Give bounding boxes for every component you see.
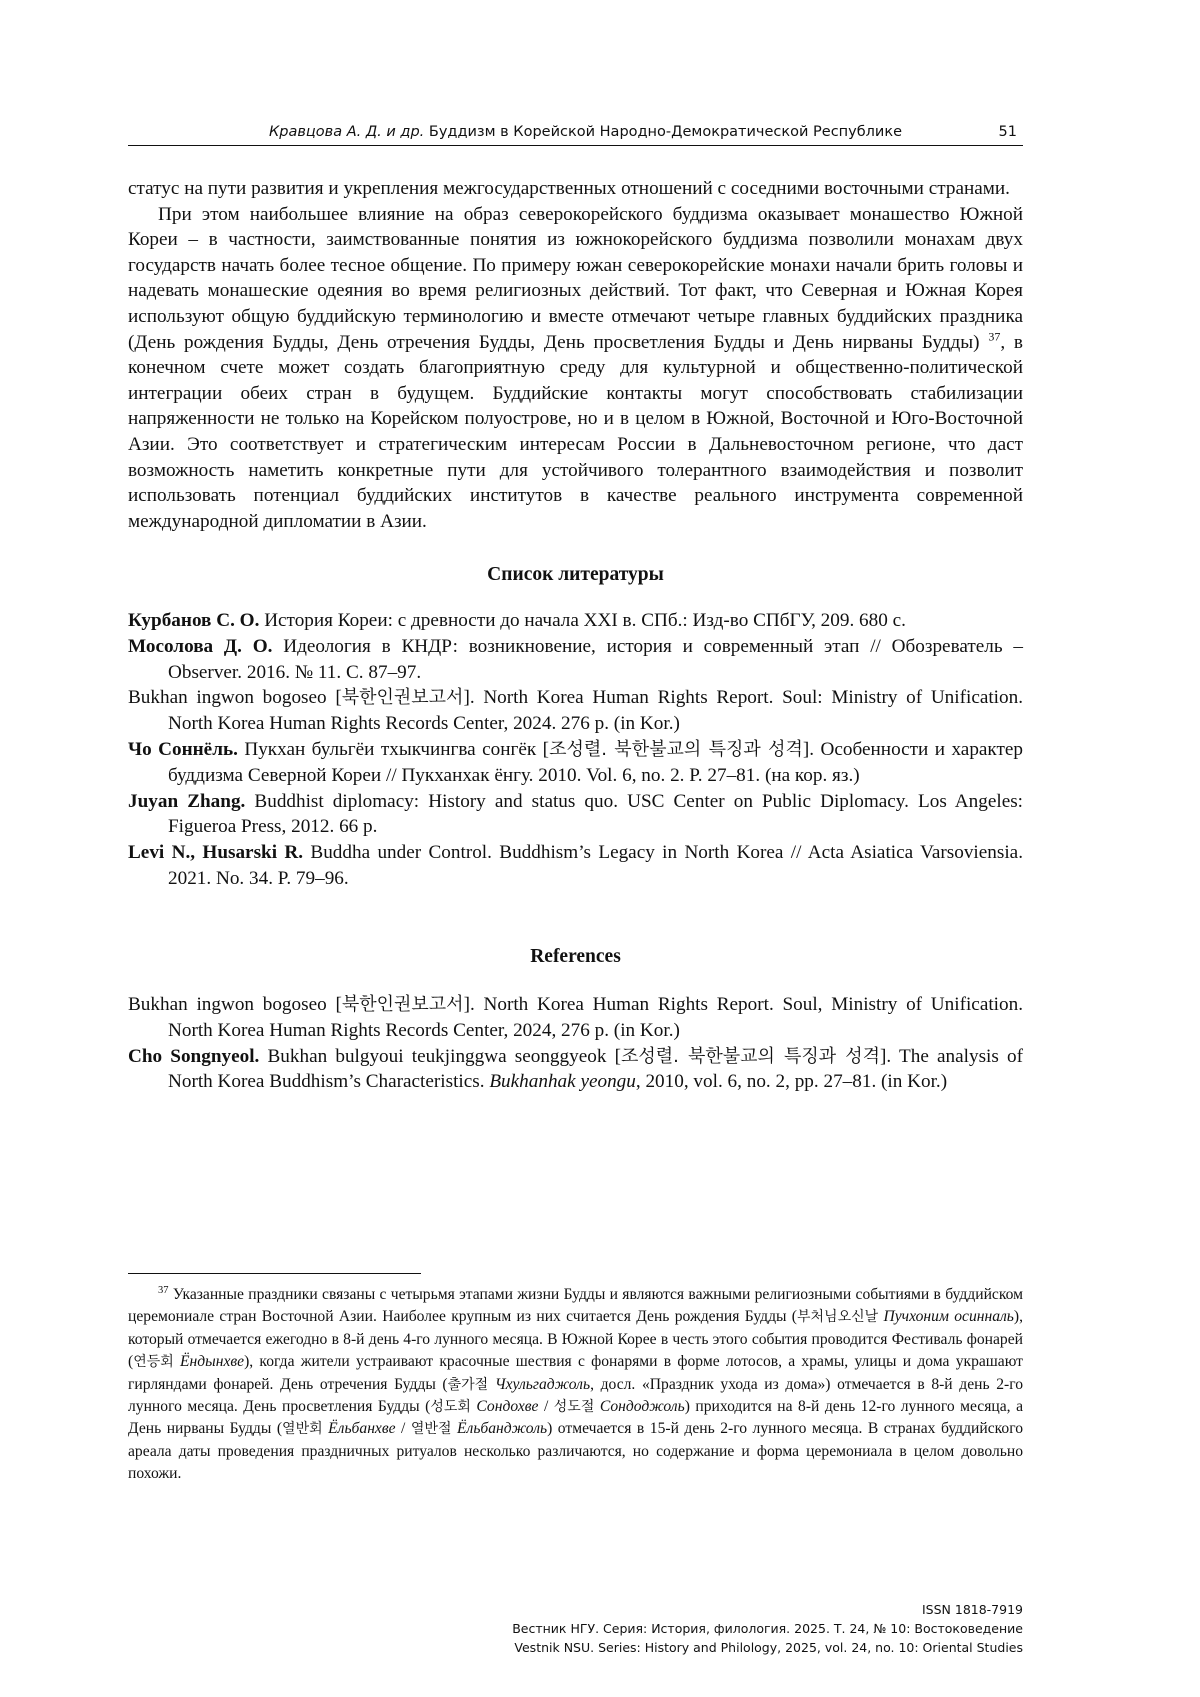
page-number: 51 xyxy=(998,124,1017,140)
literature-entry xyxy=(128,737,1023,789)
entry-text: История Кореи: с древности до начала XXI в. СПб.: Изд-во СПбГУ, 209. 680 с. xyxy=(259,610,906,631)
literature-entry xyxy=(128,789,1023,841)
entry-author: Курбанов С. О. xyxy=(128,610,260,631)
footnote-transliteration: Сондохве xyxy=(470,1398,539,1416)
entry-author: Cho Songnyeol. xyxy=(128,1045,260,1067)
footnote-text: ) приходится на 8-й день 12-го лунного месяца, а День нирваны Будды ( xyxy=(128,1398,1023,1438)
footnote-text: ), который отмечается ежегодно в 8-й день 4-го лунного месяца. В Южной Корее в честь этого события проводится Фестиваль фонарей ( xyxy=(128,1308,1024,1371)
paragraph-2 xyxy=(128,202,1023,535)
entry-text: Buddha under Control. Buddhism’s Legacy in North Korea // Acta Asiatica Varsoviensia. 2021. No. 34. P. 79–96. xyxy=(168,842,1023,889)
entry-author: Levi N., Husarski R. xyxy=(128,842,304,864)
entry-korean-title: 조성렬. 북한불교의 특징과 성격 xyxy=(549,738,803,760)
references-list xyxy=(128,992,1023,1095)
entry-text: ]. Особенности и характер буддизма Северной Кореи // Пукханхак ёнгу. 2010. Vol. 6, no. 2. P. 27–81. (на кор. яз.) xyxy=(168,738,1023,786)
entry-text: ]. North Korea Human Rights Report. Soul, Ministry of Unification. North Korea Human Rights Records Center, 2024, 276 p. (in Kor.) xyxy=(168,994,1023,1041)
paragraph-2-part-b: , в конечном счете может создать благоприятную среду для культурной и общественно-политической интеграции обеих стран в будущем. Буддийские контакты могут способствовать стабилизации напряженности не только на Корейском полуострове, но и в целом в Южной, Восточной и Юго-Восточной Азии. Это соответствует и стратегическим интересам России в Дальневосточном регионе, что даст возможность наметить конкретные пути для устойчивого толерантного взаимодействия и позволит использовать потенциал буддийских институтов в качестве реального инструмента современной международной дипломатии в Азии. xyxy=(128,331,1023,532)
footnote-korean: 연등회 xyxy=(133,1354,174,1371)
body-text xyxy=(128,176,1023,534)
running-title xyxy=(269,124,902,140)
entry-text: , 2010, vol. 6, no. 2, pp. 27–81. (in Kor.) xyxy=(635,1071,948,1093)
literature-entry xyxy=(128,634,1023,686)
entry-text: Bukhan ingwon bogoseo [ xyxy=(128,994,342,1015)
footnote-transliteration: Сондоджоль xyxy=(594,1398,685,1416)
entry-text: Идеология в КНДР: возникновение, история и современный этап // Обозреватель – Observer. 2016. № 11. С. 87–97. xyxy=(168,635,1023,683)
issn: ISSN 1818-7919 xyxy=(921,1602,1023,1617)
literature-entry xyxy=(128,840,1023,892)
footnote-korean: 열반절 xyxy=(410,1421,452,1438)
literature-entry xyxy=(128,608,1023,634)
journal-line-en: Vestnik NSU. Series: History and Philology, 2025, vol. 24, no. 10: Oriental Studies xyxy=(514,1640,1023,1655)
reference-entry xyxy=(128,992,1023,1044)
entry-korean-title: 조성렬. 북한불교의 특징과 성격 xyxy=(620,1045,881,1067)
footnote-text: ) отмечается в 15-й день 2-го лунного месяца. В странах буддийского ареала даты проведения праздничных ритуалов несколько различаются, но содержание и форма церемониала в целом довольно похожи. xyxy=(128,1420,1023,1483)
entry-text: Bukhan ingwon bogoseo [ xyxy=(128,687,342,709)
footnote-text: ), когда жители устраивают красочные шествия с фонарями в форме лотосов, а храмы, улицы и дома украшают гирляндами фонарей. День отречения Будды ( xyxy=(128,1353,1023,1393)
footnote-reference[interactable]: 37 xyxy=(988,329,1001,344)
entry-author: Мосолова Д. О. xyxy=(128,635,273,657)
entry-text: Buddhist diplomacy: History and status quo. USC Center on Public Diplomacy. Los Angeles: Figueroa Press, 2012. 66 p. xyxy=(168,790,1024,838)
footnote-korean: 성도절 xyxy=(553,1399,595,1416)
entry-korean-title: 북한인권보고서 xyxy=(341,994,464,1015)
footnote-text: / xyxy=(395,1420,411,1438)
entry-korean-title: 북한인권보고서 xyxy=(341,687,464,709)
footnote-korean: 열반회 xyxy=(282,1421,323,1438)
entry-text: ]. The analysis of North Korea Buddhism’s Characteristics. xyxy=(168,1045,1024,1093)
footnote-korean: 성도회 xyxy=(430,1399,471,1416)
footnote-korean: 출가절 xyxy=(447,1376,489,1393)
footnote-37 xyxy=(128,1284,1023,1486)
entry-author: Juyan Zhang. xyxy=(128,790,246,812)
footnote-separator xyxy=(128,1273,421,1274)
paragraph-2-part-a: При этом наибольшее влияние на образ северокорейского буддизма оказывает монашество Южной Кореи – в частности, заимствованные понятия из южнокорейского буддизма позволили монахам двух государств начать более тесное общение. По примеру южан северокорейские монахи начали брить головы и надевать монашеские одеяния во время религиозных действий. Тот факт, что Северная и Южная Корея используют общую буддийскую терминологию и вместе отмечают четыре главных буддийских праздника (День рождения Будды, День отречения Будды, День просветления Будды и День нирваны Будды) xyxy=(128,203,1023,353)
footnote-text: Указанные праздники связаны с четырьмя этапами жизни Будды и являются важными религиозными событиями в буддийском церемониале стран Восточной Азии. Наиболее крупным из них считается День рождения Будды ( xyxy=(128,1286,1023,1326)
paragraph-1: статус на пути развития и укрепления межгосударственных отношений с соседними восточными странами. xyxy=(128,178,1010,199)
footnote-transliteration: Ёльбанджоль xyxy=(451,1420,548,1438)
footnote-transliteration: Ёльбанхве xyxy=(322,1420,396,1438)
footnote-transliteration: Пучхоним осинналь xyxy=(878,1308,1014,1326)
literature-heading: Список литературы xyxy=(487,564,664,585)
entry-journal: Bukhanhak yeongu xyxy=(489,1071,636,1093)
running-article-title: Буддизм в Корейской Народно-Демократической Республике xyxy=(428,124,903,140)
literature-list xyxy=(128,608,1023,892)
references-heading: References xyxy=(530,946,621,967)
footnote-korean: 부처님오신날 xyxy=(797,1309,879,1326)
journal-line-ru: Вестник НГУ. Серия: История, филология. 2025. Т. 24, № 10: Востоковедение xyxy=(512,1621,1023,1636)
running-head xyxy=(128,121,1023,146)
footnote-number: 37 xyxy=(158,1284,169,1296)
footnote-transliteration: Чхульгаджоль xyxy=(488,1375,591,1393)
footnote-text: / xyxy=(538,1398,554,1416)
footnote-transliteration: Ёндынхве xyxy=(173,1353,245,1371)
entry-text: Bukhan bulgyoui teukjinggwa seonggyeok [ xyxy=(259,1045,621,1067)
entry-text: Пукхан бульгёи тхыкчингва сонгёк [ xyxy=(237,738,550,760)
footnote-text: , досл. «Праздник ухода из дома») отмечается в 8-й день 2-го лунного месяца. День просветления Будды ( xyxy=(128,1375,1024,1416)
reference-entry xyxy=(128,1044,1023,1096)
entry-text: ]. North Korea Human Rights Report. Soul: Ministry of Unification. North Korea Human Rights Records Center, 2024. 276 p. (in Kor.) xyxy=(168,687,1024,735)
running-authors: Кравцова А. Д. и др. xyxy=(269,124,425,140)
entry-author: Чо Соннёль. xyxy=(128,738,238,760)
colophon xyxy=(512,1600,1023,1657)
literature-entry xyxy=(128,685,1023,737)
